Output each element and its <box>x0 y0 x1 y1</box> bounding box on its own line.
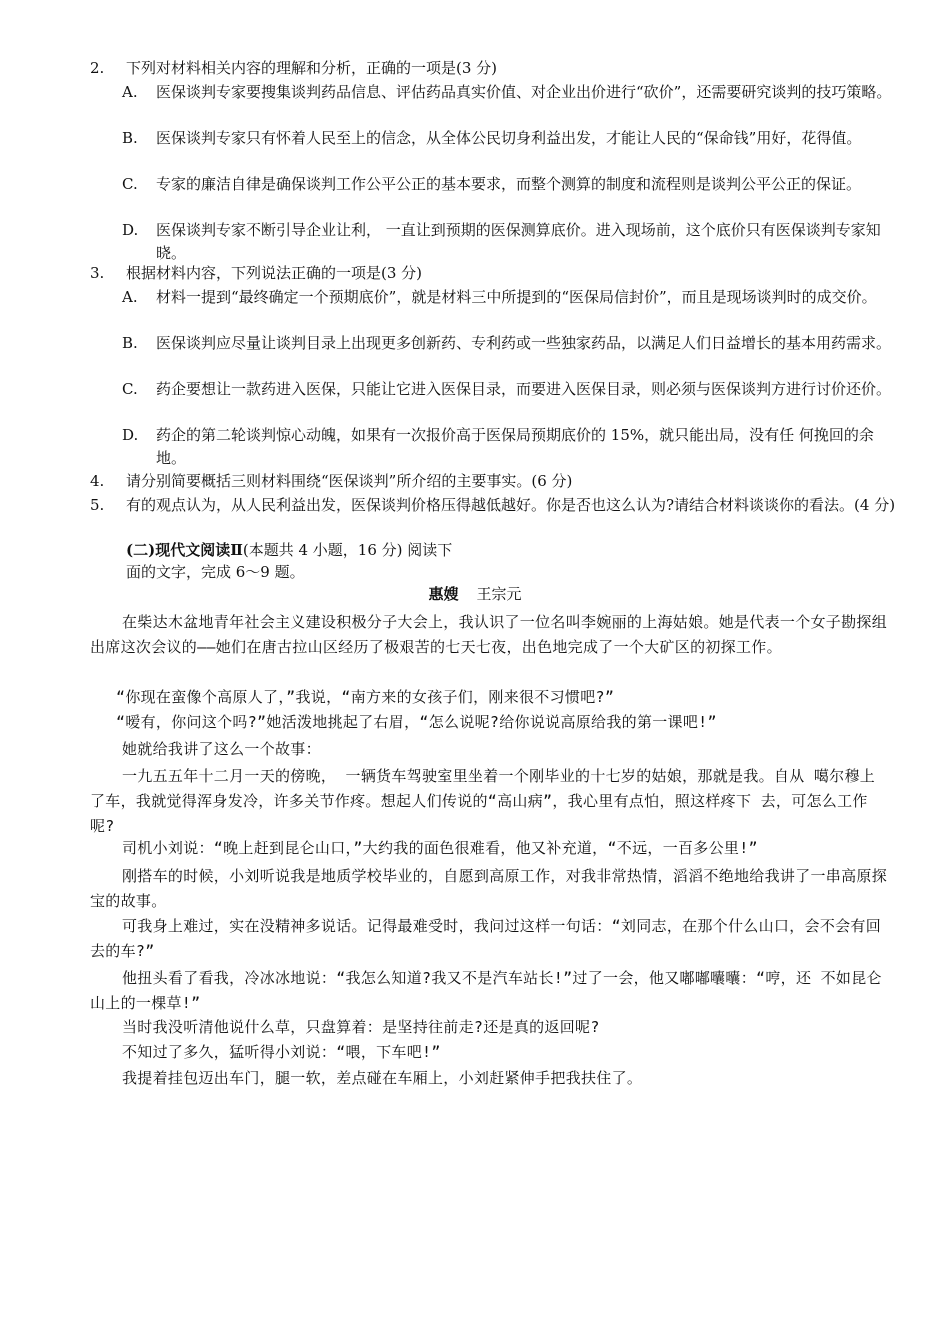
question-number: 3. <box>90 264 105 282</box>
story-paragraph-3: “嗳有，你问这个吗?”她活泼地挑起了右眉，“怎么说呢?给你说说高原给我的第一课吧!” <box>116 713 717 731</box>
question-stem: 根据材料内容，下列说法正确的一项是(3 分) <box>126 264 423 282</box>
q3-option-b <box>122 332 896 355</box>
option-text: 医保谈判专家要搜集谈判药品信息、评估药品真实价值、对企业出价进行“砍价”，还需要研究谈判的技巧策略。 <box>156 83 892 101</box>
question-number: 4. <box>90 472 105 490</box>
question-number: 2. <box>90 59 105 77</box>
story-title-line <box>0 583 950 605</box>
section-title: (二)现代文阅读Ⅱ <box>126 541 243 559</box>
q2-option-a <box>122 81 896 104</box>
q3-option-c <box>122 378 896 401</box>
question-2 <box>90 57 896 79</box>
question-5 <box>90 494 896 516</box>
q2-option-c <box>122 173 896 196</box>
story-paragraph-2: “你现在蛮像个高原人了，”我说，“南方来的女孩子们，刚来很不习惯吧?” <box>116 688 615 706</box>
question-number: 5. <box>90 496 105 514</box>
option-label: A. <box>122 288 138 306</box>
story-paragraph-9: 他扭头看了看我，冷冰冰地说：“我怎么知道?我又不是汽车站长!”过了一会，他又嘟嘟囔囔：“哼，还 不如昆仑山上的一棵草!” <box>90 969 882 1012</box>
question-stem: 请分别简要概括三则材料围绕“医保谈判”所介绍的主要事实。(6 分) <box>126 472 573 490</box>
option-label: D. <box>122 221 139 239</box>
section-heading <box>126 539 456 583</box>
story-paragraph-12: 我提着挂包迈出车门，腿一软，差点碰在车厢上，小刘赶紧伸手把我扶住了。 <box>122 1069 643 1087</box>
story-title: 惠嫂 <box>428 585 459 603</box>
option-text: 药企要想让一款药进入医保，只能让它进入医保目录，而要进入医保目录，则必须与医保谈判方进行讨价还价。 <box>156 380 892 398</box>
story-paragraph-6: 司机小刘说：“晚上赶到昆仑山口，”大约我的面色很难看，他又补充道，“不远，一百多公里!” <box>122 839 758 857</box>
story-paragraph-1: 在柴达木盆地青年社会主义建设积极分子大会上，我认识了一位名叫李婉丽的上海姑娘。她是代表一个女子勘探组出席这次会议的——她们在唐古拉山区经历了极艰苦的七天七夜，出色地完成了一个大矿区的初探工作。 <box>90 613 888 656</box>
q3-option-d <box>122 424 896 470</box>
option-text: 药企的第二轮谈判惊心动魄，如果有一次报价高于医保局预期底价的 15%，就只能出局，没有任 何挽回的余地。 <box>156 426 874 467</box>
q3-option-a <box>122 286 896 309</box>
q2-option-d <box>122 219 896 265</box>
option-label: A. <box>122 83 138 101</box>
story-paragraph-11: 不知过了多久，猛听得小刘说：“喂，下车吧!” <box>122 1043 441 1061</box>
story-paragraph-5: 一九五五年十二月一天的傍晚， 一辆货车驾驶室里坐着一个刚毕业的十七岁的姑娘，那就是我。自从 噶尔穆上了车，我就觉得浑身发冷，许多关节作疼。想起人们传说的“高山病”，我心里有点怕，照这样疼下 去，可怎么工作呢? <box>90 767 876 835</box>
section-note: (本题共 4 小题，16 分) 阅读下面的文字，完成 6～9 题。 <box>126 541 453 581</box>
option-label: C. <box>122 380 138 398</box>
story-paragraph-10: 当时我没听清他说什么草，只盘算着：是坚持往前走?还是真的返回呢? <box>122 1018 600 1036</box>
question-3 <box>90 262 896 284</box>
question-stem: 下列对材料相关内容的理解和分析，正确的一项是(3 分) <box>126 59 498 77</box>
story-paragraph-8: 可我身上难过，实在没精神多说话。记得最难受时，我问过这样一句话：“刘同志，在那个什么山口，会不会有回去的车?” <box>90 917 882 960</box>
option-text: 专家的廉洁自律是确保谈判工作公平公正的基本要求，而整个测算的制度和流程则是谈判公平公正的保证。 <box>156 175 862 193</box>
option-label: C. <box>122 175 138 193</box>
question-4 <box>90 470 896 492</box>
option-label: B. <box>122 334 138 352</box>
story-author: 王宗元 <box>476 585 522 603</box>
q2-option-b <box>122 127 896 150</box>
option-text: 医保谈判专家只有怀着人民至上的信念，从全体公民切身利益出发，才能让人民的“保命钱”用好，花得值。 <box>156 129 862 147</box>
question-stem: 有的观点认为，从人民利益出发，医保谈判价格压得越低越好。你是否也这么认为?请结合材料谈谈你的看法。(4 分) <box>126 496 896 514</box>
story-paragraph-4: 她就给我讲了这么一个故事： <box>122 740 321 758</box>
option-label: D. <box>122 426 139 444</box>
story-paragraph-7: 刚搭车的时候，小刘听说我是地质学校毕业的，自愿到高原工作，对我非常热情，滔滔不绝地给我讲了一串高原探宝的故事。 <box>90 867 888 910</box>
option-text: 材料一提到“最终确定一个预期底价”，就是材料三中所提到的“医保局信封价”，而且是现场谈判时的成交价。 <box>156 288 877 306</box>
option-text: 医保谈判专家不断引导企业让利， 一直让到预期的医保测算底价。进入现场前，这个底价只有医保谈判专家知晓。 <box>156 221 881 262</box>
option-text: 医保谈判应尽量让谈判目录上出现更多创新药、专利药或一些独家药品，以满足人们日益增长的基本用药需求。 <box>156 334 892 352</box>
option-label: B. <box>122 129 138 147</box>
